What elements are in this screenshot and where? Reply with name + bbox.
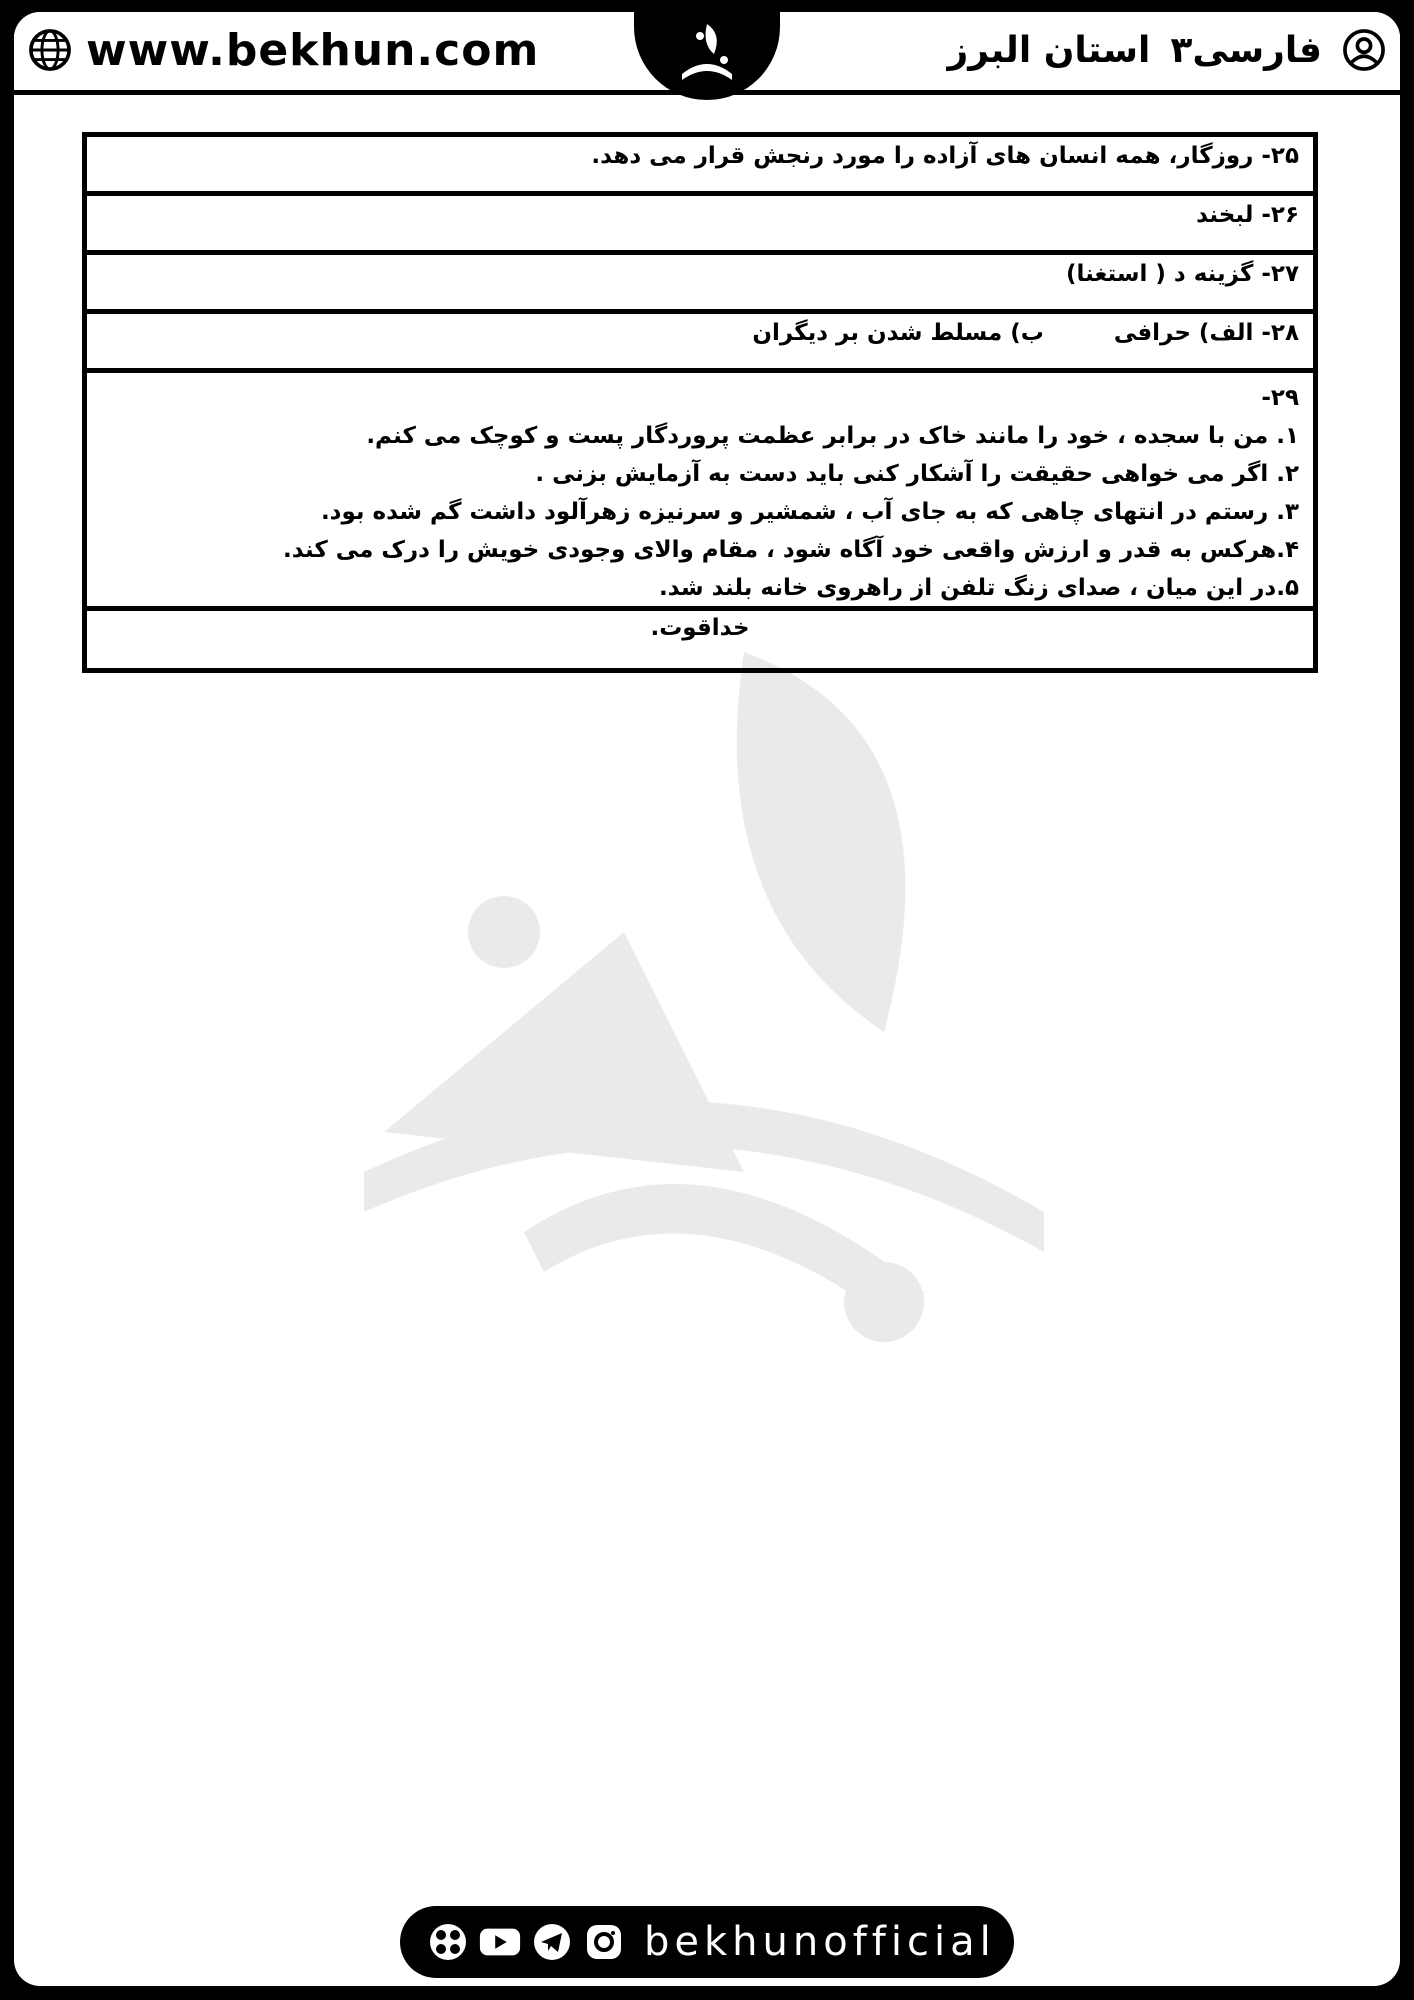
aparat-icon[interactable] (426, 1920, 470, 1964)
telegram-icon[interactable] (530, 1920, 574, 1964)
answer-29-item: ۳. رستم در انتهای چاهی که به جای آب ، شمشیر و سرنیزه زهرآلود داشت گم شده بود. (320, 499, 1299, 525)
answer-row-25 (87, 137, 1313, 196)
user-circle-icon (1342, 28, 1386, 72)
province-title: استان البرز (947, 29, 1151, 71)
answer-29-heading: ۲۹- (1261, 385, 1299, 411)
closing-text: خداقوت. (650, 615, 750, 641)
watermark-logo (324, 612, 1104, 1432)
globe-icon (28, 28, 72, 72)
social-handle[interactable]: bekhunofficial (644, 1919, 996, 1965)
subject-title: فارسی۳ (1170, 29, 1322, 71)
answer-27: ۲۷- گزینه د ( استغنا) (1065, 261, 1299, 287)
site-url: www.bekhun.com (86, 24, 540, 76)
header-title (947, 20, 1386, 80)
bekhun-logo (634, 12, 780, 100)
answer-29-item: ۱. من با سجده ، خود را مانند خاک در برابر عظمت پروردگار پست و کوچک می کنم. (366, 423, 1299, 449)
answer-sheet-page (14, 12, 1400, 1986)
answer-row-28 (87, 314, 1313, 373)
answer-table (82, 132, 1318, 673)
answer-row-26 (87, 196, 1313, 255)
answer-row-27 (87, 255, 1313, 314)
answer-29-item: ۴.هرکس به قدر و ارزش واقعی خود آگاه شود ، مقام والای وجودی خویش را درک می کند. (283, 537, 1299, 563)
answer-25: ۲۵- روزگار، همه انسان های آزاده را مورد رنجش قرار می دهد. (591, 143, 1299, 169)
answer-26: ۲۶- لبخند (1196, 202, 1299, 228)
answer-29-item: ۵.در این میان ، صدای زنگ تلفن از راهروی خانه بلند شد. (659, 575, 1299, 601)
instagram-icon[interactable] (582, 1920, 626, 1964)
answer-28-b: ب) مسلط شدن بر دیگران (752, 320, 1044, 346)
youtube-icon[interactable] (478, 1920, 522, 1964)
answer-28-a: ۲۸- الف) حرافی (1113, 320, 1299, 346)
closing-row (87, 611, 1313, 668)
site-link[interactable] (28, 20, 539, 80)
page-header (14, 12, 1400, 95)
social-footer (400, 1906, 1014, 1978)
answer-row-29 (87, 373, 1313, 611)
answer-29-item: ۲. اگر می خواهی حقیقت را آشکار کنی باید دست به آزمایش بزنی . (535, 461, 1299, 487)
